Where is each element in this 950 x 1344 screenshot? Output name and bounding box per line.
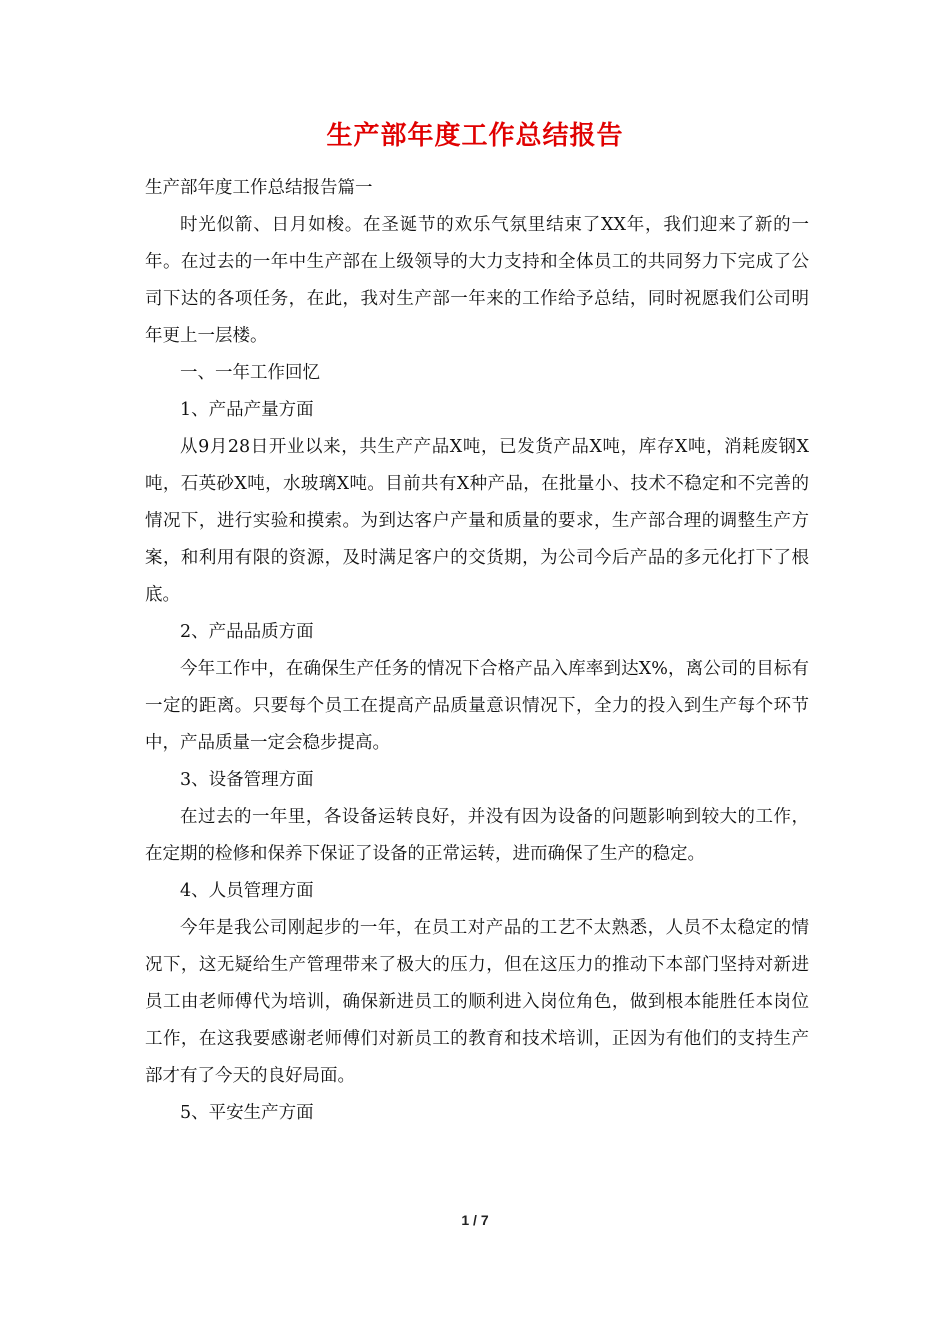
subsection-heading: 3、设备管理方面	[180, 770, 314, 790]
page-number: 1 / 7	[461, 1212, 489, 1228]
body-paragraph: 在过去的一年里，各设备运转良好，并没有因为设备的问题影响到较大的工作，在定期的检修和保养下保证了设备的正常运转，进而确保了生产的稳定。	[145, 807, 809, 864]
document-title: 生产部年度工作总结报告	[326, 121, 624, 151]
document-body	[145, 170, 809, 1132]
subsection-heading: 1、产品产量方面	[180, 400, 314, 420]
section-heading: 生产部年度工作总结报告篇一	[145, 178, 373, 198]
subsection-heading: 一、一年工作回忆	[180, 363, 320, 383]
body-paragraph: 时光似箭、日月如梭。在圣诞节的欢乐气氛里结束了XX年，我们迎来了新的一年。在过去的一年中生产部在上级领导的大力支持和全体员工的共同努力下完成了公司下达的各项任务，在此，我对生产部一年来的工作给予总结，同时祝愿我们公司明年更上一层楼。	[145, 215, 809, 346]
body-paragraph: 今年是我公司刚起步的一年，在员工对产品的工艺不太熟悉，人员不太稳定的情况下，这无疑给生产管理带来了极大的压力，但在这压力的推动下本部门坚持对新进员工由老师傅代为培训，确保新进员工的顺利进入岗位角色，做到根本能胜任本岗位工作，在这我要感谢老师傅们对新员工的教育和技术培训，正因为有他们的支持生产部才有了今天的良好局面。	[145, 918, 809, 1086]
subsection-heading: 5、平安生产方面	[180, 1103, 314, 1123]
body-paragraph: 从9月28日开业以来，共生产产品X吨，已发货产品X吨，库存X吨，消耗废钢X吨，石英砂X吨，水玻璃X吨。目前共有X种产品，在批量小、技术不稳定和不完善的情况下，进行实验和摸索。为到达客户产量和质量的要求，生产部合理的调整生产方案，和利用有限的资源，及时满足客户的交货期，为公司今后产品的多元化打下了根底。	[145, 437, 809, 605]
subsection-heading: 4、人员管理方面	[180, 881, 314, 901]
body-paragraph: 今年工作中，在确保生产任务的情况下合格产品入库率到达X%，离公司的目标有一定的距离。只要每个员工在提高产品质量意识情况下，全力的投入到生产每个环节中，产品质量一定会稳步提高。	[145, 659, 809, 753]
subsection-heading: 2、产品品质方面	[180, 622, 314, 642]
